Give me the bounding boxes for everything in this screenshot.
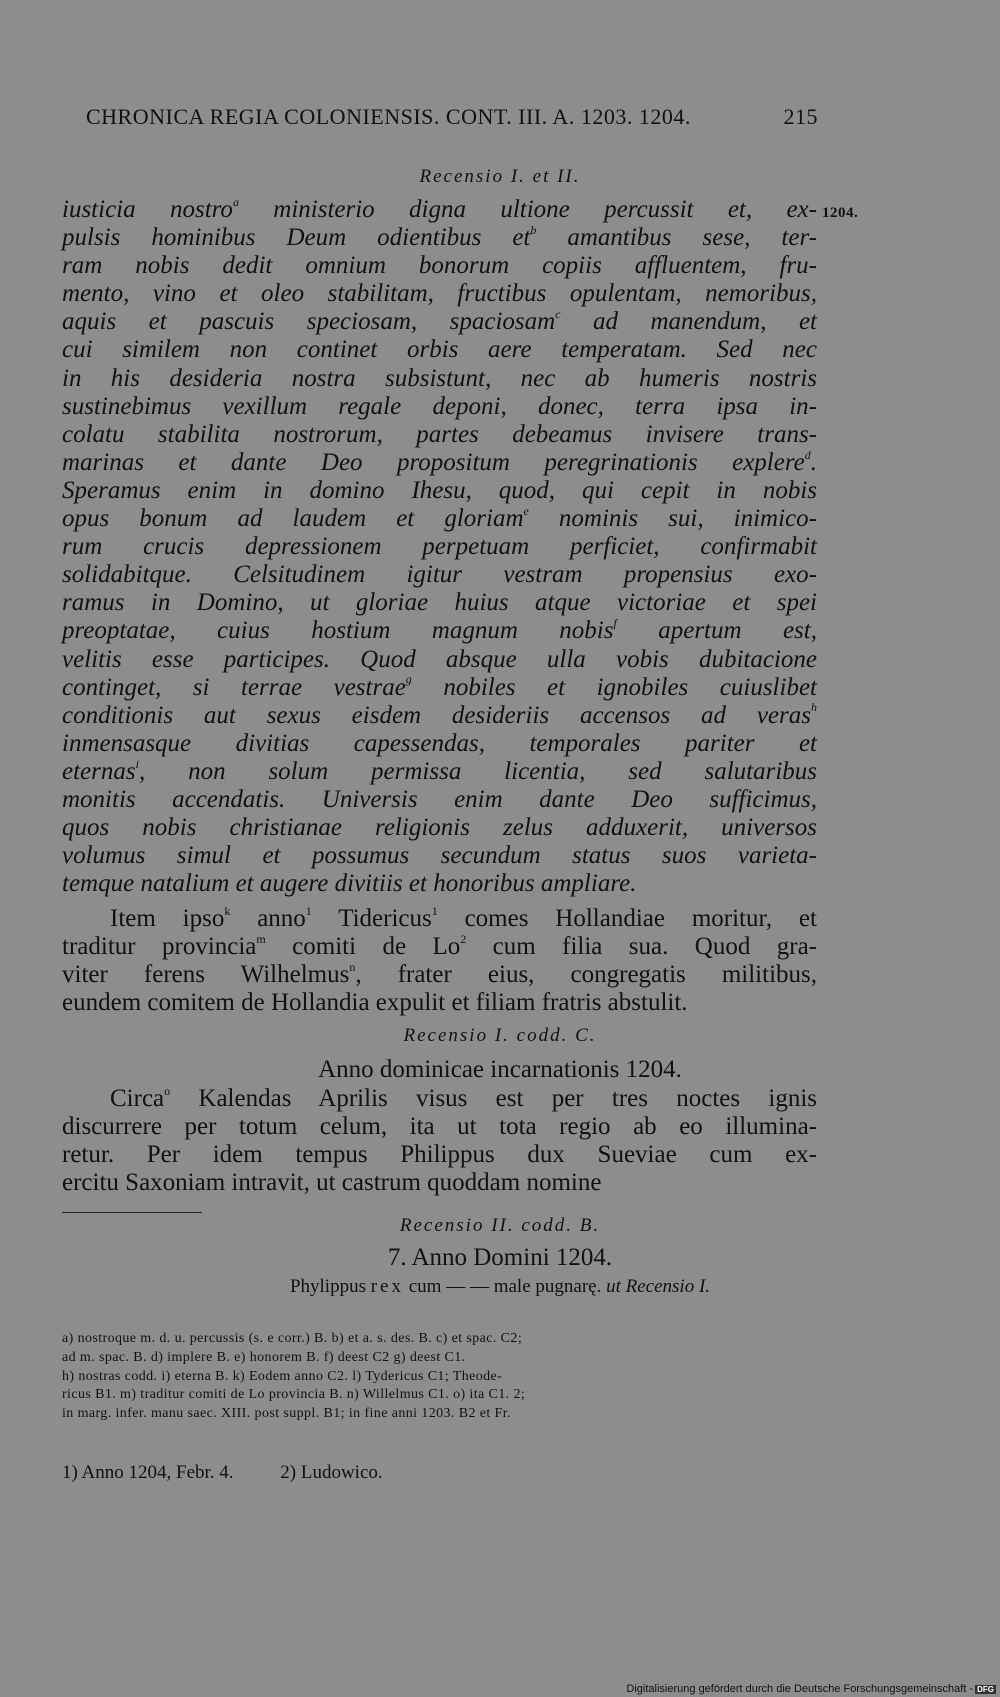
phyl-a: Phylippus (289, 1276, 371, 1297)
header-title: CHRONICA REGIA COLONIENSIS. CONT. III. A. 1203. 1204. (86, 104, 691, 129)
roman2-line (62, 1141, 817, 1169)
footnote-marker: f (613, 616, 617, 631)
text-run: Tidericus (311, 905, 432, 932)
text-run: anno (230, 905, 306, 932)
italic-line (62, 505, 817, 533)
digitization-credit (626, 1683, 996, 1695)
text-run: cui similem non continet orbis aere temperatam. Sed nec (62, 336, 817, 364)
text-run: ministerio digna ultione percussit et, ex- (238, 196, 817, 223)
footnote-line: in marg. infer. manu saec. XIII. post suppl. B1; in fine anni 1203. B2 et Fr. (62, 1406, 511, 1422)
text-run: solidabitque. Celsitudinem igitur vestram propensius exo- (62, 561, 817, 589)
footnote-line: a) nostroque m. d. u. percussis (s. e corr.) B. b) et a. s. des. B. c) et spac. C2; (62, 1331, 523, 1346)
text-run: Circa (110, 1085, 165, 1112)
roman2-line (62, 1085, 817, 1113)
text-run: discurrere per totum celum, ita ut tota regio ab eo illumina- (62, 1113, 817, 1140)
text-run: colatu stabilita nostrorum, partes debeamus invisere trans- (62, 420, 817, 448)
italic-line (62, 252, 817, 280)
italic-line (62, 646, 817, 674)
critical-apparatus (62, 1330, 832, 1424)
phyl-c: cum — — male pugnarę. (404, 1276, 607, 1297)
roman2-line (62, 1113, 817, 1141)
margin-year: 1204. (822, 205, 859, 221)
text-run: opus bonum ad laudem et gloriam (62, 505, 524, 533)
running-header (86, 104, 818, 130)
roman1-line (62, 961, 817, 989)
text-run: nominis sui, inimico- (528, 505, 817, 533)
note-1: 1) Anno 1204, Febr. 4. (62, 1462, 234, 1483)
anno-heading-2: 7. Anno Domini 1204. (387, 1244, 613, 1271)
chronicle-paragraph-2 (62, 1085, 817, 1197)
text-run: continget, si terrae vestrae (62, 673, 406, 701)
italic-line (62, 617, 817, 645)
text-run: Kalendas Aprilis visus est per tres noctes ignis (170, 1085, 817, 1112)
credit-text: Digitalisierung gefördert durch die Deutsche Forschungsgemeinschaft - (626, 1683, 974, 1695)
text-run: ad manendum, et (560, 308, 817, 336)
phyl-d: ut Recensio I. (606, 1276, 711, 1297)
text-run: eternas (62, 757, 136, 785)
text-run: viter ferens Wilhelmus (62, 961, 350, 988)
footnote-line: ad m. spac. B. d) implere B. e) honorem B. f) deest C2 g) deest C1. (62, 1349, 466, 1365)
text-run: retur. Per idem tempus Philippus dux Sueviae cum ex- (62, 1141, 817, 1168)
text-run: ram nobis dedit omnium bonorum copiis affluentem, fru- (62, 252, 817, 280)
italic-line (62, 589, 817, 617)
italic-line (62, 561, 817, 589)
roman1-line (62, 989, 817, 1017)
text-run: , frater eius, congregatis militibus, (355, 961, 818, 988)
text-run: rum crucis depressionem perpetuam perficiet, confirmabit (62, 533, 817, 561)
footnote-marker: m (256, 931, 266, 946)
recension-heading-3: Recensio II. codd. B. (399, 1215, 601, 1236)
italic-line (62, 280, 817, 308)
historical-notes (62, 1462, 425, 1484)
phylippus-line (0, 1276, 1000, 1298)
text-run: temque natalium et augere divitiis et honoribus ampliare. (62, 870, 637, 898)
italic-line (62, 814, 817, 842)
text-run: nobiles et ignobiles cuiuslibet (411, 673, 817, 701)
text-run: , non solum permissa licentia, sed salutaribus (138, 757, 817, 785)
text-run: conditionis aut sexus eisdem desideriis accensos ad veras (62, 701, 811, 729)
footnote-marker: e (523, 503, 529, 518)
text-run: cum filia sua. Quod gra- (466, 933, 818, 960)
footnote-marker: 1 (305, 903, 312, 918)
italic-line (62, 533, 817, 561)
text-run: ramus in Domino, ut gloriae huius atque victoriae et spei (62, 589, 817, 617)
footnote-marker: b (530, 222, 537, 237)
recension-heading-1: Recensio I. et II. (419, 166, 581, 187)
footnote-marker: 1 (431, 903, 438, 918)
footnote-marker: n (349, 959, 356, 974)
text-run: Speramus enim in domino Ihesu, quod, qui cepit in nobis (62, 476, 817, 504)
footnote-marker: i (135, 756, 139, 771)
italic-line (62, 196, 817, 224)
text-run: Item ipso (110, 905, 225, 932)
text-run: monitis accendatis. Universis enim dante Deo sufficimus, (62, 785, 817, 813)
text-run: marinas et dante Deo propositum peregrinationis explere (62, 448, 805, 476)
text-run: sustinebimus vexillum regale deponi, donec, terra ipsa in- (62, 392, 817, 420)
anno-heading: Anno dominicae incarnationis 1204. (318, 1056, 682, 1083)
footnote-marker: a (232, 194, 239, 209)
italic-line (62, 730, 817, 758)
text-run: comiti de Lo (265, 933, 461, 960)
italic-line (62, 758, 817, 786)
page-number: 215 (783, 104, 818, 129)
recension-heading-2: Recensio I. codd. C. (403, 1025, 597, 1046)
footnote-line: h) nostras codd. i) eterna B. k) Eodem anno C2. l) Tydericus C1; Theode- (62, 1368, 503, 1384)
text-run: inmensasque divitias capessendas, temporales pariter et (62, 729, 817, 757)
text-run: iusticia nostro (62, 196, 233, 223)
text-run: ercitu Saxoniam intravit, ut castrum quoddam nomine (62, 1169, 602, 1196)
roman1-line (62, 933, 817, 961)
italic-line (62, 702, 817, 730)
text-run: eundem comitem de Hollandia expulit et filiam fratris abstulit. (62, 989, 688, 1016)
italic-line (62, 224, 817, 252)
text-run: mento, vino et oleo stabilitam, fructibus opulentam, nemoribus, (62, 280, 817, 308)
text-run: traditur provincia (62, 933, 257, 960)
text-run: . (810, 448, 817, 476)
footnote-marker: o (164, 1083, 171, 1098)
roman1-line (62, 905, 817, 933)
footnote-marker: d (804, 447, 811, 462)
text-run: quos nobis christianae religionis zelus adduxerit, universos (62, 814, 817, 842)
text-run: in his desideria nostra subsistunt, nec ab humeris nostris (62, 364, 817, 392)
italic-line (62, 786, 817, 814)
text-run: comes Hollandiae moritur, et (437, 905, 817, 932)
letter-text-italic (62, 196, 817, 898)
text-run: amantibus sese, ter- (536, 224, 817, 252)
footnote-marker: k (224, 903, 231, 918)
chronicle-paragraph-1 (62, 905, 817, 1017)
text-run: preoptatae, cuius hostium magnum nobis (62, 617, 614, 645)
text-run: volumus simul et possumus secundum status suos varieta- (62, 842, 817, 870)
text-run: aquis et pascuis speciosam, spaciosam (62, 308, 556, 336)
footnote-marker: g (405, 672, 412, 687)
italic-line (62, 870, 817, 898)
footnote-marker: 2 (460, 931, 467, 946)
divider (62, 1212, 202, 1213)
text-run: velitis esse participes. Quod absque ulla vobis dubitacione (62, 645, 817, 673)
note-2: 2) Ludowico. (280, 1462, 383, 1483)
italic-line (62, 365, 817, 393)
phyl-b: rex (370, 1276, 404, 1297)
footnote-line: ricus B1. m) traditur comiti de Lo provincia B. n) Willelmus C1. o) ita C1. 2; (62, 1387, 526, 1403)
italic-line (62, 842, 817, 870)
italic-line (62, 308, 817, 336)
italic-line (62, 477, 817, 505)
dfg-logo: DFG (977, 1685, 994, 1694)
italic-line (62, 674, 817, 702)
footnote-marker: c (555, 307, 561, 322)
text-run: apertum est, (616, 617, 817, 645)
italic-line (62, 449, 817, 477)
italic-line (62, 393, 817, 421)
italic-line (62, 336, 817, 364)
roman2-line (62, 1169, 817, 1197)
footnote-marker: h (811, 700, 817, 715)
italic-line (62, 421, 817, 449)
text-run: pulsis hominibus Deum odientibus et (62, 224, 531, 252)
